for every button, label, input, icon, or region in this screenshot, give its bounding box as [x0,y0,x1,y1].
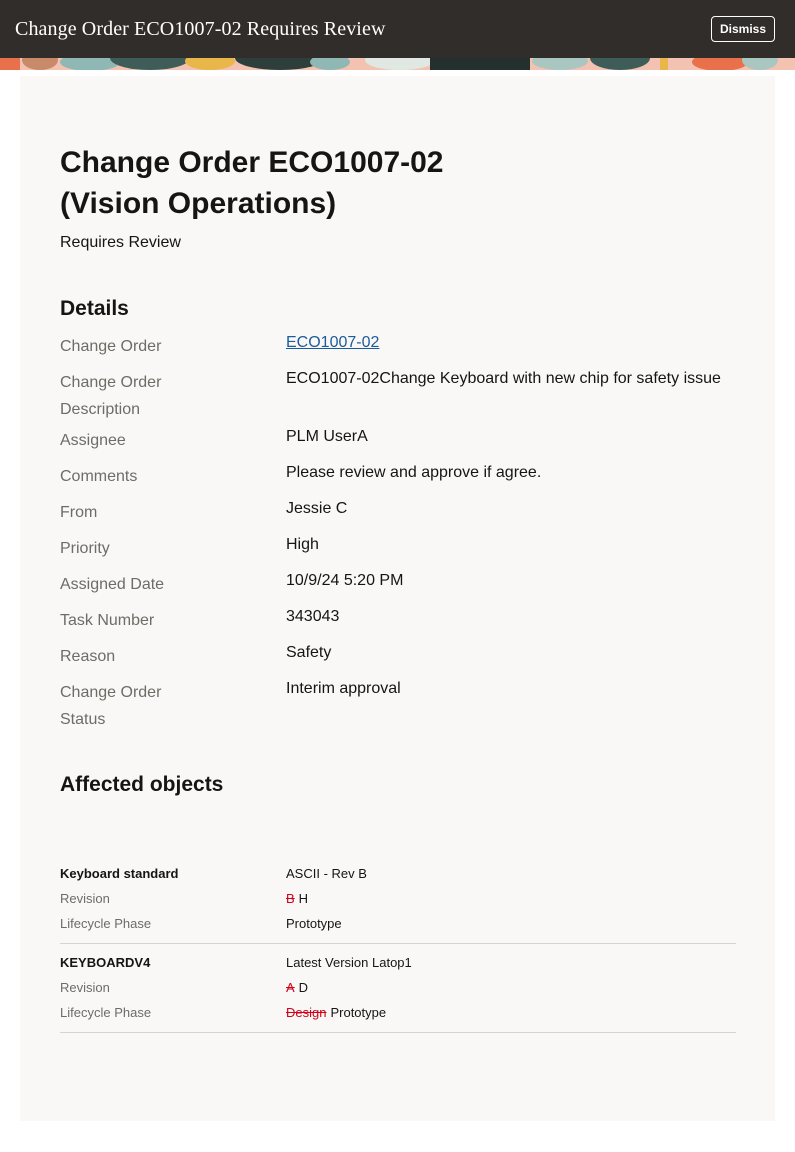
revision-old-value: A [286,980,295,995]
affected-objects-list [60,855,736,1033]
lifecycle-phase-label: Lifecycle Phase [60,916,152,931]
detail-row-description [60,365,736,423]
detail-row-status [60,675,736,733]
lifecycle-phase-new-value: Prototype [286,916,342,931]
detail-label: Reason [60,648,116,665]
details-list [60,329,736,733]
page-title-line2: (Vision Operations) [60,187,337,220]
notification-title: Change Order ECO1007-02 Requires Review [15,17,386,40]
page-subtitle: Requires Review [60,234,181,251]
decorative-banner [0,58,795,70]
detail-label: Change Order [60,338,162,355]
revision-label: Revision [60,891,110,906]
detail-row-reason [60,639,736,675]
detail-row-priority [60,531,736,567]
page-title-line1: Change Order ECO1007-02 [60,146,444,179]
detail-row-assigned-date [60,567,736,603]
detail-label: Change Order Status [60,684,162,728]
object-description: Latest Version Latop1 [286,955,412,970]
notification-header [0,0,795,58]
affected-object-item [60,855,736,944]
detail-row-assignee [60,423,736,459]
detail-value: High [286,536,319,553]
details-heading: Details [60,297,129,320]
object-description: ASCII - Rev B [286,866,367,881]
detail-value: Safety [286,644,332,661]
revision-new-value: D [298,980,309,995]
detail-label: Assignee [60,432,126,449]
revision-label: Revision [60,980,110,995]
detail-label: Comments [60,468,138,485]
detail-label: From [60,504,98,521]
detail-value: Please review and approve if agree. [286,464,542,481]
lifecycle-phase-label: Lifecycle Phase [60,1005,152,1020]
revision-new-value: H [298,891,309,906]
lifecycle-phase-new-value: Prototype [330,1005,387,1020]
affected-objects-heading: Affected objects [60,773,224,796]
object-name: KEYBOARDV4 [60,955,151,970]
detail-value: 10/9/24 5:20 PM [286,572,404,589]
affected-object-item [60,944,736,1033]
detail-label: Assigned Date [60,576,165,593]
detail-value: Jessie C [286,500,348,517]
detail-row-comments [60,459,736,495]
detail-label: Priority [60,540,110,557]
change-order-link[interactable]: ECO1007-02 [286,334,380,351]
detail-row-change-order [60,329,736,365]
detail-value: 343043 [286,608,340,625]
review-card [20,76,775,1121]
detail-label: Change Order Description [60,374,162,418]
object-name: Keyboard standard [60,866,179,881]
dismiss-button[interactable]: Dismiss [711,16,775,42]
detail-label: Task Number [60,612,155,629]
revision-old-value: B [286,891,295,906]
lifecycle-phase-old-value: Design [286,1005,327,1020]
detail-value: PLM UserA [286,428,368,445]
detail-value: Interim approval [286,680,401,697]
page-title [60,142,736,224]
detail-row-task-number [60,603,736,639]
detail-row-from [60,495,736,531]
detail-value: ECO1007-02Change Keyboard with new chip for safety issue [286,370,721,387]
